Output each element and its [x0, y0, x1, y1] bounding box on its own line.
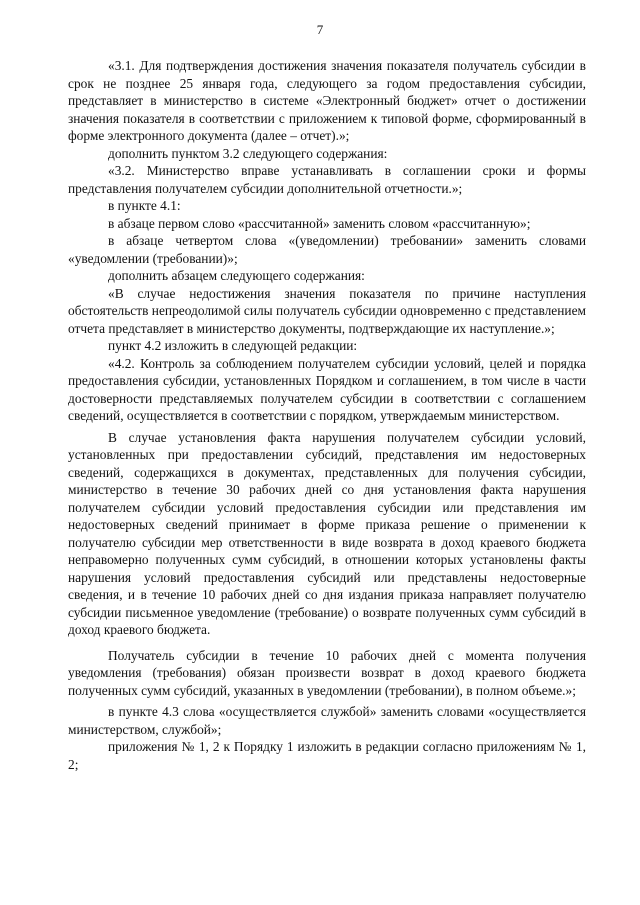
- paragraph-fourth-abzac: в абзаце четвертом слова «(уведомлении) требовании» заменить словами «уведомлении (требовании)»;: [68, 233, 586, 266]
- paragraph-force-majeure: «В случае недостижения значения показателя по причине наступления обстоятельств непреодолимой силы получатель субсидии одновременно с представлением отчета представляет в министерство документы, подтверждающие их наступление.»;: [68, 285, 586, 336]
- paragraph-4-3: в пункте 4.3 слова «осуществляется службой» заменить словами «осуществляется министерством, службой»;: [68, 704, 586, 737]
- page-number: 7: [316, 22, 324, 37]
- paragraph-4-2: «4.2. Контроль за соблюдением получателем субсидии условий, целей и порядка предоставления субсидии, установленных Порядком и соглашением, в том числе в части достоверности представляемых получателем субсидии в соответствии с соглашением сведений, осуществляется в соответствии с порядком, утверждаемым министерством.: [68, 355, 586, 423]
- paragraph-first-abzac: в абзаце первом слово «рассчитанной» заменить словом «рассчитанную»;: [108, 215, 531, 231]
- paragraph-3-1: «3.1. Для подтверждения достижения значения показателя получатель субсидии в срок не позднее 25 января года, следующего за годом предоставления субсидии, представляет в министерство в системе «Электронный бюджет» отчет о достижении значения показателя в соответствии с приложением к типовой форме, сформированный в форме электронного документа (далее – отчет).»;: [68, 58, 586, 143]
- paragraph-3-2: «3.2. Министерство вправе устанавливать в соглашении сроки и формы представления получателем субсидии дополнительной отчетности.»;: [68, 163, 586, 196]
- paragraph-appendices: приложения № 1, 2 к Порядку 1 изложить в редакции согласно приложениям № 1, 2;: [68, 739, 586, 772]
- paragraph-4-2-intro: пункт 4.2 изложить в следующей редакции:: [108, 338, 358, 353]
- paragraph-add-abzac: дополнить абзацем следующего содержания:: [108, 268, 365, 283]
- paragraph-refund: Получатель субсидии в течение 10 рабочих дней с момента получения уведомления (требования) обязан произвести возврат в доход краевого бюджета полученных сумм субсидий, указанных в уведомлении (требовании), в полном объеме.»;: [68, 647, 586, 698]
- paragraph-add-3-2: дополнить пунктом 3.2 следующего содержания:: [108, 145, 388, 161]
- paragraph-in-4-1: в пункте 4.1:: [108, 198, 181, 213]
- document-body: [68, 57, 586, 773]
- paragraph-violation: В случае установления факта нарушения получателем субсидии условий, установленных при предоставлении субсидий, представления им недостоверных сведений, содержащихся в документах, представленных для получения субсидии, министерство в течение 30 рабочих дней со дня установления факта нарушения получателем субсидии условий предоставления субсидии или представления им недостоверных сведений принимает в форме приказа решение о применении к получателю субсидии мер ответственности в виде возврата в доход краевого бюджета неправомерно полученных сумм субсидий, в отношении которых установлены факты нарушения условий предоставления субсидий или представлены недостоверные сведения, и в течение 10 рабочих дней со дня издания приказа направляет получателю субсидии письменное уведомление (требование) о возврате полученных сумм субсидий в доход краевого бюджета.: [68, 429, 586, 637]
